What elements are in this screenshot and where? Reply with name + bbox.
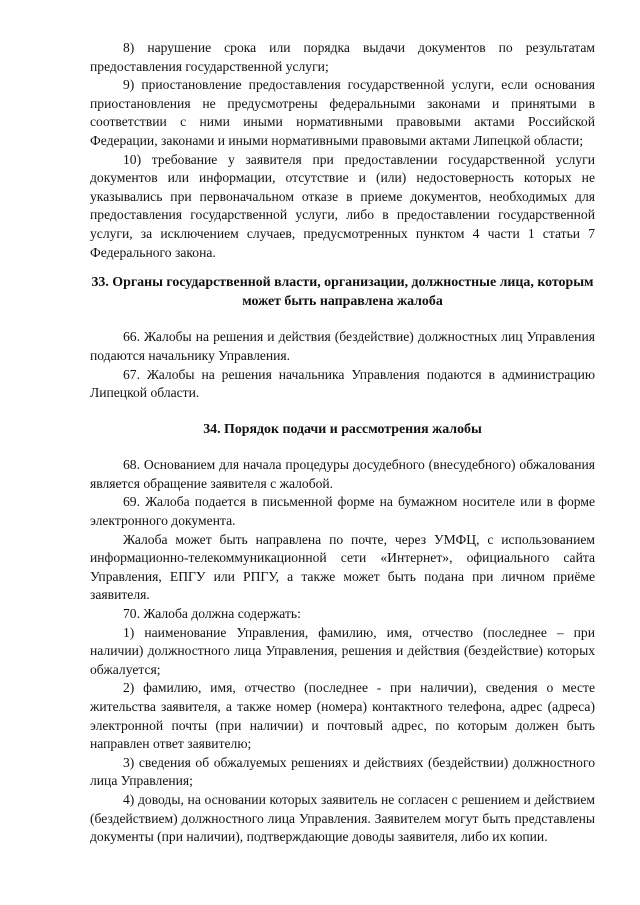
list-item: 10) требование у заявителя при предоставлении государственной услуги документов или информации, отсутствие и (или) недостоверность которых не указывались при первоначальном отказе в приеме документов, необходимых для предоставления государственной услуги, либо в предоставлении государственной услуги, за исключением случаев, предусмотренных пунктом 4 части 1 статьи 7 Федерального закона.: [90, 151, 595, 260]
paragraph: Жалоба может быть направлена по почте, через УМФЦ, с использованием информационно-телекоммуникационной сети «Интернет», официального сайта Управления, ЕПГУ или РПГУ, а также может быть подана при личном приёме заявителя.: [90, 531, 595, 603]
list-item: 2) фамилию, имя, отчество (последнее - при наличии), сведения о месте жительства заявителя, а также номер (номера) контактного телефона, адрес (адреса) электронной почты (при наличии) и почтовый адрес, по которым должен быть направлен ответ заявителю;: [90, 680, 595, 752]
list-item: 1) наименование Управления, фамилию, имя, отчество (последнее – при наличии) должностного лица Управления, решения и действия (бездействие) которых обжалуется;: [90, 624, 595, 677]
paragraph: 68. Основанием для начала процедуры досудебного (внесудебного) обжалования является обращение заявителя с жалобой.: [90, 457, 595, 491]
list-item: 4) доводы, на основании которых заявитель не согласен с решением и действием (бездействием) должностного лица Управления. Заявителем могут быть представлены документы (при наличии), подтверждающие доводы заявителя, либо их копии.: [90, 791, 595, 845]
list-item: 3) сведения об обжалуемых решениях и действиях (бездействии) должностного лица Управления;: [90, 754, 595, 789]
section-heading-34: 34. Порядок подачи и рассмотрения жалобы: [203, 421, 482, 437]
section-heading-33: 33. Органы государственной власти, организации, должностные лица, которым может быть направлена жалоба: [91, 275, 594, 309]
paragraph: 70. Жалоба должна содержать:: [123, 606, 301, 622]
paragraph: 69. Жалоба подается в письменной форме на бумажном носителе или в форме электронного документа.: [90, 494, 595, 529]
list-item: 9) приостановление предоставления государственной услуги, если основания приостановления не предусмотрены федеральными законами и принятыми в соответствии с ними иными нормативными правовыми актами Российской Федерации, законами и иными нормативными правовыми актами Липецкой области;: [90, 77, 595, 148]
document-page: [90, 39, 595, 847]
list-item: 8) нарушение срока или порядка выдачи документов по результатам предоставления государственной услуги;: [90, 40, 595, 74]
paragraph: 66. Жалобы на решения и действия (бездействие) должностных лиц Управления подаются начальнику Управления.: [90, 329, 595, 363]
paragraph: 67. Жалобы на решения начальника Управления подаются в администрацию Липецкой области.: [90, 366, 595, 401]
